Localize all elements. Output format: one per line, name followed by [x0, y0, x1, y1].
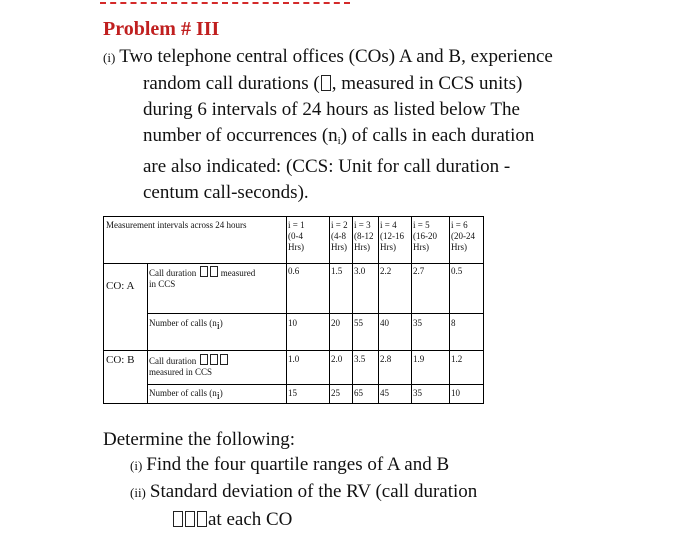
table-rule [329, 217, 330, 403]
co-b-count-5: 35 [413, 388, 422, 398]
co-b-count-2: 25 [331, 388, 340, 398]
header-label: Measurement intervals across 24 hours [106, 220, 247, 230]
table-rule [378, 217, 379, 403]
question-2: (ii) Standard deviation of the RV (call duration [130, 481, 478, 502]
question-1: (i) Find the four quartile ranges of A and B [130, 454, 450, 475]
question-2-continued: at each CO [172, 508, 292, 532]
co-a-duration-2: 1.5 [331, 266, 343, 276]
co-b-duration-label: Call duration measured in CCS [149, 354, 286, 378]
table-rule [104, 263, 483, 264]
co-a-count-2: 20 [331, 318, 340, 328]
statement-line-2: random call durations ( , measured in CCS units) [143, 73, 523, 94]
missing-glyph-icon [220, 354, 228, 365]
missing-glyph-icon [200, 266, 208, 277]
co-a-count-4: 40 [380, 318, 389, 328]
co-b-count-6: 10 [451, 388, 460, 398]
table-rule [352, 217, 353, 403]
measurement-table [103, 216, 484, 404]
statement-line-5: are also indicated: (CCS: Unit for call duration - [143, 156, 511, 177]
co-a-count-5: 35 [413, 318, 422, 328]
co-b-count-4: 45 [380, 388, 389, 398]
co-b-count-3: 65 [354, 388, 363, 398]
missing-glyph-icon [200, 354, 208, 365]
co-b-count-1: 15 [288, 388, 297, 398]
co-b-duration-3: 3.5 [354, 354, 366, 364]
table-rule [411, 217, 412, 403]
missing-glyph-icon [185, 511, 195, 527]
roman-numeral: (i) [103, 50, 116, 65]
co-b-count-label: Number of calls $(n_i)$ [149, 388, 223, 402]
co-a-count-label: Number of calls $(n_i)$ [149, 318, 223, 332]
missing-glyph-icon [210, 354, 218, 365]
problem-statement [103, 44, 603, 206]
interval-header-1: i = 1 (0-4 Hrs) [288, 220, 305, 252]
co-a-count-6: 8 [451, 318, 456, 328]
missing-glyph-icon [321, 75, 331, 91]
co-a-duration-3: 3.0 [354, 266, 366, 276]
co-a-label: CO: A [106, 280, 135, 292]
co-b-duration-5: 1.9 [413, 354, 425, 364]
table-rule [449, 217, 450, 403]
co-a-duration-5: 2.7 [413, 266, 425, 276]
table-rule [147, 263, 148, 403]
problem-title: Problem # III [103, 18, 220, 40]
co-b-duration-6: 1.2 [451, 354, 463, 364]
co-b-label: CO: B [106, 354, 135, 366]
dashed-separator [100, 2, 350, 4]
interval-header-4: i = 4 (12-16 Hrs) [380, 220, 404, 252]
table-rule [147, 384, 483, 385]
co-b-duration-4: 2.8 [380, 354, 392, 364]
table-rule [147, 313, 483, 314]
missing-glyph-icon [210, 266, 218, 277]
statement-line-1: (i) Two telephone central offices (COs) A and B, experience [103, 46, 553, 67]
missing-glyph-icon [173, 511, 183, 527]
co-a-duration-label: Call duration measured in CCS [149, 268, 256, 289]
interval-header-2: i = 2 (4-8 Hrs) [331, 220, 348, 252]
table-rule [286, 217, 287, 403]
statement-line-6: centum call-seconds). [143, 182, 309, 203]
interval-header-5: i = 5 (16-20 Hrs) [413, 220, 437, 252]
missing-glyph-icon [197, 511, 207, 527]
determine-lead: Determine the following: [103, 429, 296, 450]
co-b-duration-2: 2.0 [331, 354, 343, 364]
co-a-duration-1: 0.6 [288, 266, 300, 276]
table-rule [104, 350, 483, 351]
co-a-count-3: 55 [354, 318, 363, 328]
co-a-duration-4: 2.2 [380, 266, 392, 276]
interval-header-3: i = 3 (8-12 Hrs) [354, 220, 374, 252]
statement-line-4: number of occurrences $(n_i)$ of calls in each duration [143, 125, 535, 147]
statement-line-3: during 6 intervals of 24 hours as listed below The [143, 99, 520, 120]
co-b-duration-1: 1.0 [288, 354, 300, 364]
co-a-duration-6: 0.5 [451, 266, 463, 276]
co-a-count-1: 10 [288, 318, 297, 328]
interval-header-6: i = 6 (20-24 Hrs) [451, 220, 475, 252]
